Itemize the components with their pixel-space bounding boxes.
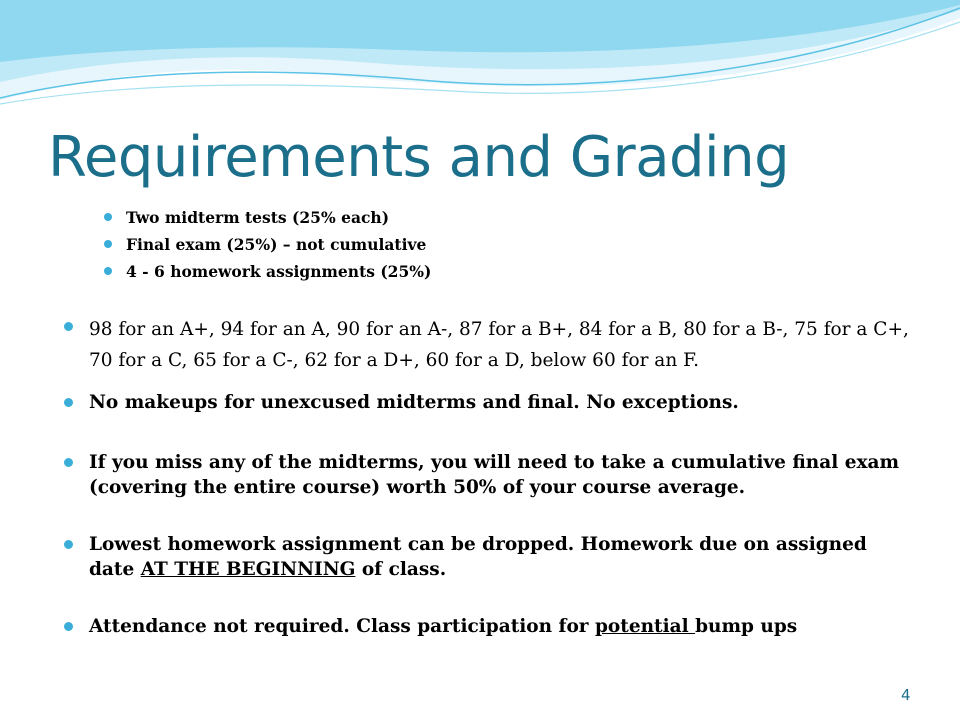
exam-weight-list	[104, 204, 804, 285]
bullet-icon	[104, 240, 112, 248]
list-item: 4 - 6 homework assignments (25%)	[104, 258, 804, 285]
missed-midterm-item: If you miss any of the midterms, you will need to take a cumulative final exam (covering the entire course) worth 50% of your course average.	[64, 450, 914, 532]
bullet-icon	[64, 622, 73, 631]
grade-scale-item: 98 for an A+, 94 for an A, 90 for an A-, 87 for a B+, 84 for a B, 80 for a B-, 75 for a C+, 70 for a C, 65 for a C-, 62 for a D+, 60 for a D, below 60 for an F.	[64, 314, 914, 390]
bullet-icon	[104, 213, 112, 221]
policy-list	[64, 314, 914, 639]
bullet-icon	[64, 322, 73, 331]
underlined-emphasis: AT THE BEGINNING	[140, 559, 356, 580]
bullet-icon	[104, 267, 112, 275]
underlined-emphasis: potential	[595, 616, 696, 637]
list-item: Two midterm tests (25% each)	[104, 204, 804, 231]
header-wave-decoration	[0, 0, 960, 120]
bullet-icon	[64, 540, 73, 549]
slide-title: Requirements and Grading	[48, 125, 790, 190]
bullet-icon	[64, 458, 73, 467]
attendance-policy-item: Attendance not required. Class participation for potential bump ups	[64, 614, 914, 639]
list-item: Final exam (25%) – not cumulative	[104, 231, 804, 258]
bullet-icon	[64, 398, 73, 407]
homework-policy-item: Lowest homework assignment can be dropped. Homework due on assigned date AT THE BEGINNING of class.	[64, 532, 914, 614]
page-number: 4	[901, 686, 911, 704]
makeup-policy-item: No makeups for unexcused midterms and final. No exceptions.	[64, 390, 914, 450]
